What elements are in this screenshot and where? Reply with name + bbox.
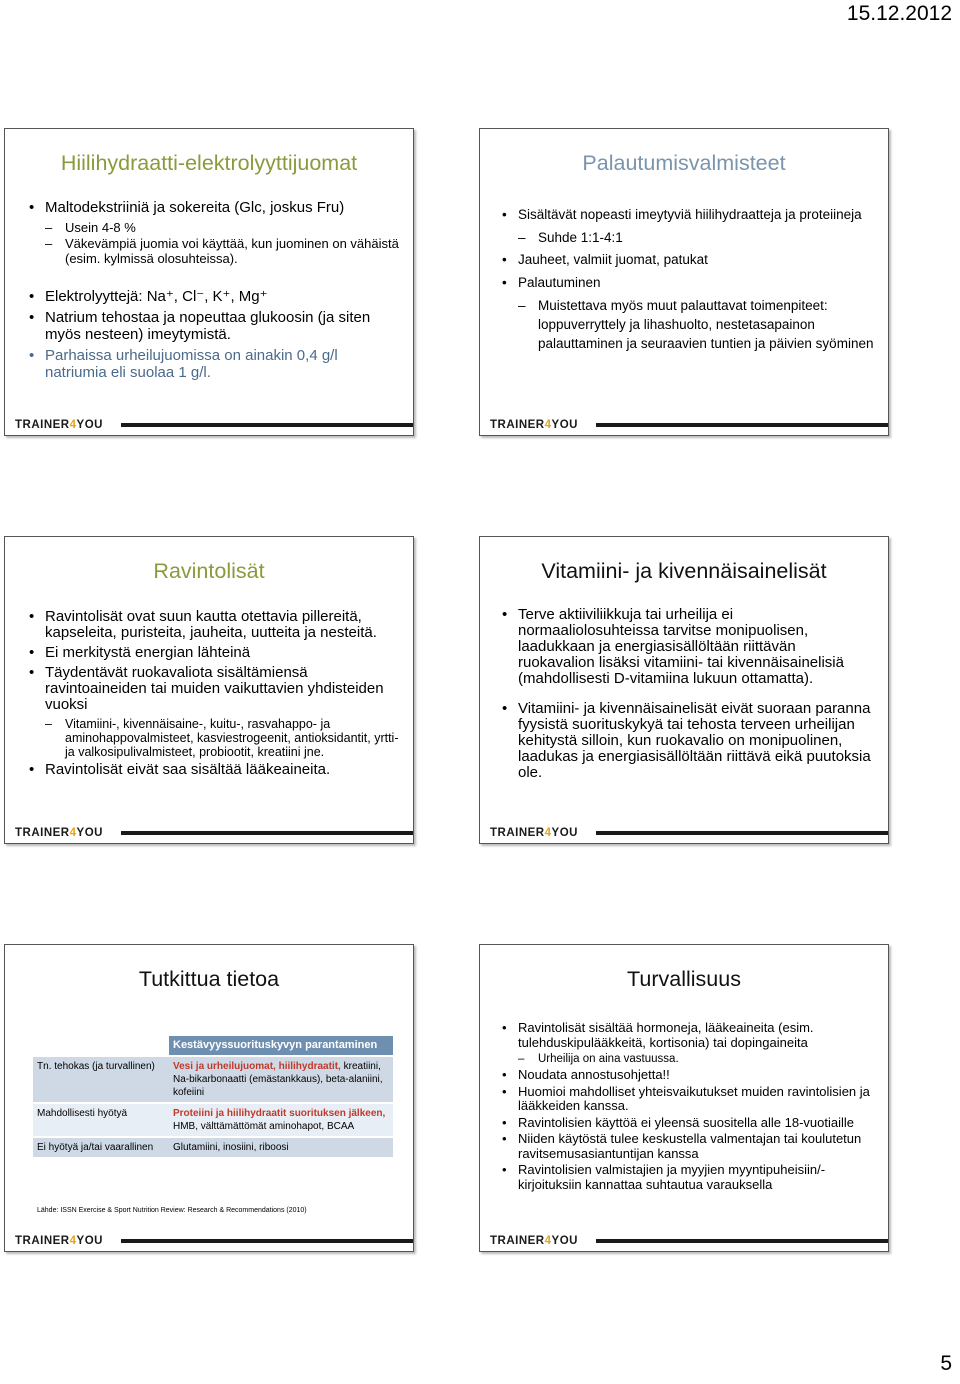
trainer4you-logo: TRAINER4YOU <box>490 419 578 431</box>
slide-footer <box>480 413 888 435</box>
slide-palautumisvalmisteet <box>479 128 889 436</box>
bullet: • Terve aktiiviliikkuja tai urheilija ei normaaliolosuhteissa tarvitse monipuolisen, laadukkaan ja energiasisällöltään riittävän ruokavalion lisäksi vitamiini- tai kivennäisainelisiä (mahdollisesti D-vitamiina lukuun ottamatta). <box>500 607 874 687</box>
footer-divider <box>121 831 413 835</box>
page-number: 5 <box>940 1352 952 1375</box>
evidence-table <box>33 1036 393 1159</box>
bullet: • Vitamiini- ja kivennäisainelisät eivät suoraan paranna fyysistä suorituskykyä tai tehosta terveen urheilijan kehitystä silloin, kun ruokavalio on monipuolinen, laadukas ja energiasisällöltään riittävä eikä puutoksia ole. <box>500 701 874 781</box>
sub-bullet: – Suhde 1:1-4:1 <box>500 228 874 247</box>
bullet: • Ravintolisät sisältää hormoneja, lääkeaineita (esim. tulehduskipulääkkeitä, kortisonia) tai dopingaineita <box>500 1021 874 1050</box>
footer-divider <box>121 423 413 427</box>
table-cell-label: Mahdollisesti hyötyä <box>33 1103 169 1137</box>
slide-title: Hiilihydraatti-elektrolyyttijuomat <box>60 151 358 175</box>
table-row: Ei hyötyä ja/tai vaarallinen Glutamiini, inosiini, riboosi <box>33 1137 393 1158</box>
slide-footer <box>480 1229 888 1251</box>
trainer4you-logo: TRAINER4YOU <box>15 827 103 839</box>
sub-bullet: – Urheilija on aina vastuussa. <box>500 1052 874 1066</box>
bullet: • Ravintolisät eivät saa sisältää lääkeaineita. <box>27 762 399 778</box>
slide-vitamiini <box>479 536 889 844</box>
trainer4you-logo: TRAINER4YOU <box>15 1235 103 1247</box>
footer-divider <box>121 1239 413 1243</box>
footer-divider <box>596 1239 888 1243</box>
bullet: • Ei merkitystä energian lähteinä <box>27 645 399 661</box>
slide-title: Turvallisuus <box>627 967 741 991</box>
slide-tutkittua-tietoa <box>4 944 414 1252</box>
footer-divider <box>596 831 888 835</box>
table-row: Mahdollisesti hyötyä Proteiini ja hiilihydraatit suorituksen jälkeen, HMB, välttämättömät aminohapot, BCAA <box>33 1103 393 1137</box>
bullet: • Elektrolyyttejä: Na⁺, Cl⁻, K⁺, Mg⁺ <box>27 288 399 305</box>
slide-footer <box>480 821 888 843</box>
bullet: • Täydentävät ruokavaliota sisältämiensä ravintoaineiden tai muiden vaikuttavien yhdisteiden vuoksi <box>27 665 399 713</box>
slide-ravintolisat <box>4 536 414 844</box>
bullet: • Ravintolisien käyttöä ei yleensä suositella alle 18-vuotiaille <box>500 1116 874 1131</box>
bullet: • Natrium tehostaa ja nopeuttaa glukoosin (ja siten myös nesteen) imeytymistä. <box>27 309 399 343</box>
bullet: • Maltodekstriiniä ja sokereita (Glc, joskus Fru) <box>27 199 399 216</box>
slide-title: Ravintolisät <box>153 559 265 583</box>
slide-footer <box>5 413 413 435</box>
trainer4you-logo: TRAINER4YOU <box>490 1235 578 1247</box>
sub-bullet: – Usein 4-8 % <box>27 220 399 235</box>
trainer4you-logo: TRAINER4YOU <box>15 419 103 431</box>
table-cell-label: Tn. tehokas (ja turvallinen) <box>33 1056 169 1103</box>
slide-footer <box>5 821 413 843</box>
table-row: Tn. tehokas (ja turvallinen) Vesi ja urheilujuomat, hiilihydraatit, kreatiini, Na-bikarbonaatti (emästankkaus), beta-alaniini, kofeiini <box>33 1056 393 1103</box>
slide-title: Vitamiini- ja kivennäisainelisät <box>541 559 827 583</box>
header-date: 15.12.2012 <box>846 2 952 25</box>
slide-hiilihydraatti <box>4 128 414 436</box>
slide-turvallisuus <box>479 944 889 1252</box>
source-note: Lähde: ISSN Exercise & Sport Nutrition Review: Research & Recommendations (2010) <box>37 1207 307 1214</box>
table-header: Kestävyyssuorituskyvyn parantaminen <box>169 1036 393 1056</box>
slide-title: Tutkittua tietoa <box>138 967 280 991</box>
bullet: • Sisältävät nopeasti imeytyviä hiilihydraatteja ja proteiineja <box>500 205 874 224</box>
sub-bullet: – Muistettava myös muut palauttavat toimenpiteet: loppuverryttely ja lihashuolto, nestetasapainon palauttaminen ja seuraavien tuntien ja päivien syöminen <box>500 296 874 353</box>
sub-bullet: – Väkevämpiä juomia voi käyttää, kun juominen on vähäistä (esim. kylmissä olosuhteissa). <box>27 236 399 266</box>
bullet: • Noudata annostusohjetta!! <box>500 1068 874 1083</box>
slide-title: Palautumisvalmisteet <box>582 151 786 175</box>
bullet: • Parhaissa urheilujuomissa on ainakin 0,4 g/l natriumia eli suolaa 1 g/l. <box>27 347 399 381</box>
bullet: • Niiden käytöstä tulee keskustella valmentajan tai koulutetun ravitsemusasiantuntijan kanssa <box>500 1132 874 1161</box>
bullet: • Jauheet, valmiit juomat, patukat <box>500 250 874 269</box>
bullet: • Ravintolisien valmistajien ja myyjien myyntipuheisiin/-kirjoituksiin kannattaa suhtautua varauksella <box>500 1163 874 1192</box>
sub-bullet: – Vitamiini-, kivennäisaine-, kuitu-, rasvahappo- ja aminohappovalmisteet, kasviestrogeenit, antioksidantit, yrtti- ja valkosipulivalmisteet, probiootit, kreatiini jne. <box>27 717 399 759</box>
trainer4you-logo: TRAINER4YOU <box>490 827 578 839</box>
table-cell-label: Ei hyötyä ja/tai vaarallinen <box>33 1137 169 1158</box>
bullet: • Ravintolisät ovat suun kautta otettavia pillereitä, kapseleita, puristeita, jauheita, uutteita ja nesteitä. <box>27 609 399 641</box>
footer-divider <box>596 423 888 427</box>
slide-footer <box>5 1229 413 1251</box>
bullet: • Huomioi mahdolliset yhteisvaikutukset muiden ravintolisien ja lääkkeiden kanssa. <box>500 1085 874 1114</box>
bullet: • Palautuminen <box>500 273 874 292</box>
